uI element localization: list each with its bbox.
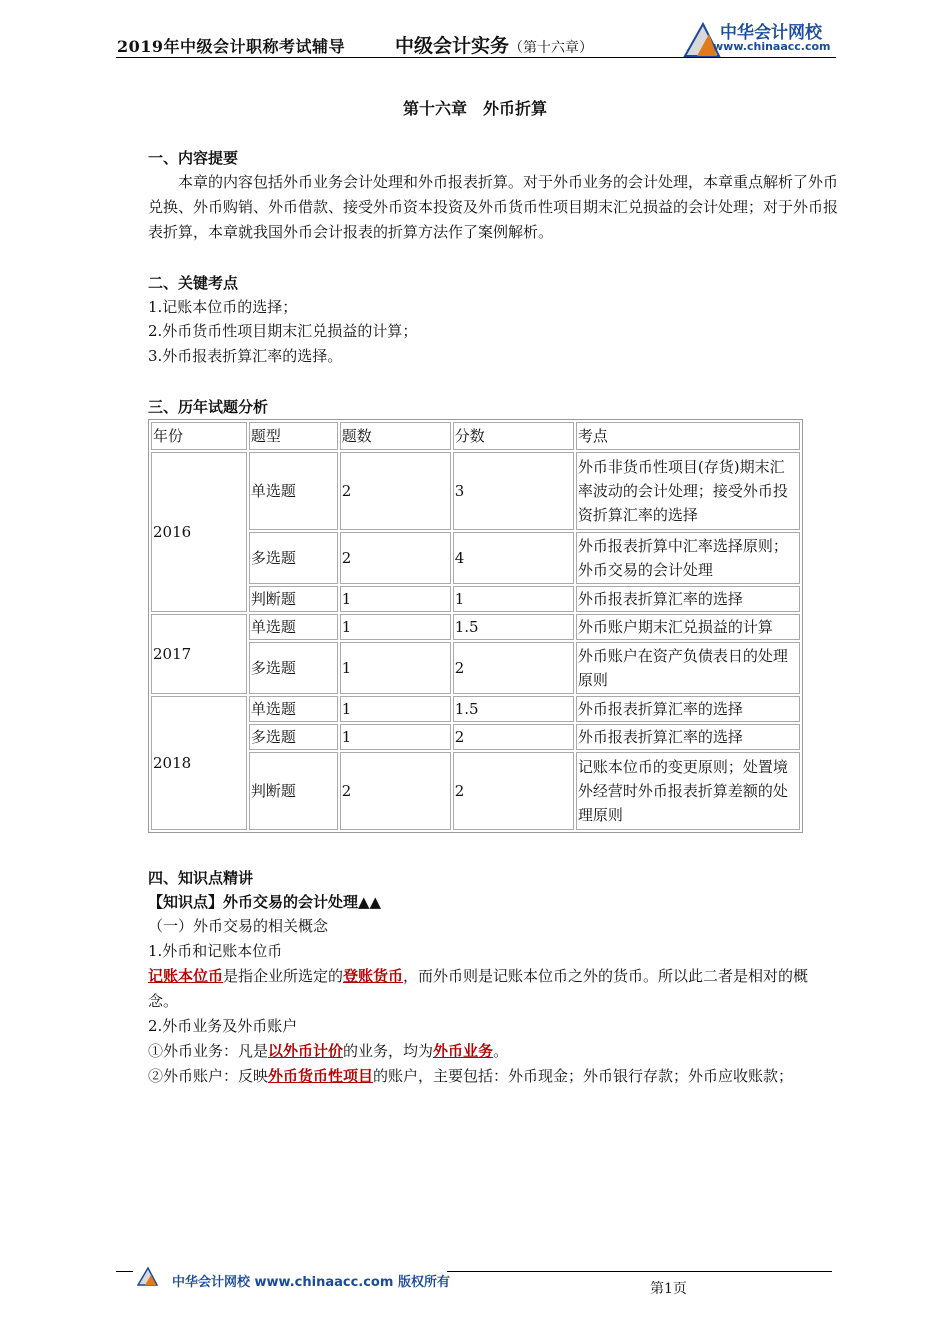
score-cell: 1.5	[453, 696, 574, 722]
col-header-point: 考点	[576, 422, 800, 450]
table-row	[151, 724, 800, 750]
knowledge-title: 【知识点】外币交易的会计处理▲▲	[148, 893, 382, 911]
type-cell: 单选题	[249, 696, 338, 722]
knowledge-para-3	[148, 1064, 838, 1089]
term-bookkeeping-currency: 登账货币	[343, 967, 404, 985]
header-divider	[116, 57, 836, 58]
count-cell: 1	[340, 642, 451, 694]
count-cell: 2	[340, 532, 451, 584]
key-point-3: 3.外币报表折算汇率的选择。	[148, 347, 343, 365]
col-header-score: 分数	[453, 422, 574, 450]
point-cell: 外币非货币性项目(存货)期末汇率波动的会计处理；接受外币投资折算汇率的选择	[576, 452, 800, 530]
year-cell: 2017	[151, 614, 247, 694]
logo-url[interactable]: www.chinaacc.com	[713, 40, 831, 53]
point-cell: 外币报表折算汇率的选择	[576, 724, 800, 750]
type-cell: 多选题	[249, 642, 338, 694]
knowledge-sub-1: （一）外币交易的相关概念	[148, 917, 329, 935]
col-header-type: 题型	[249, 422, 338, 450]
type-cell: 单选题	[249, 452, 338, 530]
count-cell: 2	[340, 452, 451, 530]
table-row	[151, 532, 800, 584]
table-row	[151, 696, 800, 722]
count-cell: 1	[340, 724, 451, 750]
knowledge-para-1	[148, 964, 838, 1014]
term-foreign-priced: 以外币计价	[268, 1042, 344, 1060]
section-3-heading: 三、历年试题分析	[148, 398, 269, 416]
para-2-text-a: ①外币业务：凡是	[148, 1042, 269, 1060]
type-cell: 多选题	[249, 532, 338, 584]
table-row	[151, 614, 800, 640]
header-course-label: 2019年中级会计职称考试辅导	[117, 37, 346, 56]
header-chapter: （第十六章）	[509, 40, 594, 56]
score-cell: 3	[453, 452, 574, 530]
count-cell: 1	[340, 614, 451, 640]
section-1-body: 本章的内容包括外币业务会计处理和外币报表折算。对于外币业务的会计处理，本章重点解析了外币兑换、外币购销、外币借款、接受外币资本投资及外币货币性项目期末汇兑损益的会计处理；对于外币报表折算，本章就我国外币会计报表的折算方法作了案例解析。	[148, 173, 839, 241]
footer-divider-left	[116, 1271, 133, 1272]
header-subject: 中级会计实务	[395, 35, 510, 57]
point-cell: 外币报表折算汇率的选择	[576, 586, 800, 612]
knowledge-item-2: 2.外币业务及外币账户	[148, 1017, 298, 1035]
table-row	[151, 586, 800, 612]
score-cell: 2	[453, 752, 574, 830]
logo-name: 中华会计网校	[720, 23, 822, 43]
exam-analysis-table	[148, 419, 803, 833]
score-cell: 1	[453, 586, 574, 612]
para-2-text-c: 。	[493, 1042, 509, 1060]
table-row	[151, 452, 800, 530]
type-cell: 单选题	[249, 614, 338, 640]
term-functional-currency: 记账本位币	[148, 967, 224, 985]
key-point-2: 2.外币货币性项目期末汇兑损益的计算；	[148, 322, 418, 340]
point-cell: 记账本位币的变更原则；处置境外经营时外币报表折算差额的处理原则	[576, 752, 800, 830]
para-3-text-b: 的账户，主要包括：外币现金；外币银行存款；外币应收账款；	[373, 1067, 794, 1085]
count-cell: 2	[340, 752, 451, 830]
count-cell: 1	[340, 696, 451, 722]
term-foreign-business: 外币业务	[433, 1042, 494, 1060]
section-4-heading: 四、知识点精讲	[148, 869, 254, 887]
chapter-title: 第十六章 外币折算	[402, 99, 547, 118]
para-3-text-a: ②外币账户：反映	[148, 1067, 269, 1085]
term-monetary-items: 外币货币性项目	[268, 1067, 374, 1085]
type-cell: 判断题	[249, 752, 338, 830]
table-header-row	[151, 422, 800, 450]
score-cell: 2	[453, 724, 574, 750]
col-header-year: 年份	[151, 422, 247, 450]
key-point-1: 1.记账本位币的选择；	[148, 298, 298, 316]
table-row	[151, 752, 800, 830]
footer-divider-right	[447, 1271, 832, 1272]
footer-logo-icon	[137, 1265, 167, 1287]
type-cell: 多选题	[249, 724, 338, 750]
count-cell: 1	[340, 586, 451, 612]
year-cell: 2018	[151, 696, 247, 830]
footer-copyright: 中华会计网校 www.chinaacc.com 版权所有	[172, 1275, 450, 1290]
knowledge-item-1: 1.外币和记账本位币	[148, 942, 283, 960]
section-1-heading: 一、内容提要	[148, 149, 239, 167]
score-cell: 4	[453, 532, 574, 584]
point-cell: 外币报表折算中汇率选择原则；外币交易的会计处理	[576, 532, 800, 584]
point-cell: 外币账户在资产负债表日的处理原则	[576, 642, 800, 694]
point-cell: 外币报表折算汇率的选择	[576, 696, 800, 722]
section-2-heading: 二、关键考点	[148, 274, 239, 292]
point-cell: 外币账户期末汇兑损益的计算	[576, 614, 800, 640]
header-title	[395, 31, 593, 58]
knowledge-para-2	[148, 1039, 838, 1064]
year-cell: 2016	[151, 452, 247, 612]
para-1-text-b: ，而外币则是记账本位币之外的货币。所以此二者是相对的概念。	[148, 967, 809, 1010]
score-cell: 2	[453, 642, 574, 694]
score-cell: 1.5	[453, 614, 574, 640]
col-header-count: 题数	[340, 422, 451, 450]
para-1-text-a: 是指企业所选定的	[223, 967, 344, 985]
para-2-text-b: 的业务，均为	[343, 1042, 434, 1060]
type-cell: 判断题	[249, 586, 338, 612]
table-row	[151, 642, 800, 694]
page-number: 第1页	[650, 1281, 687, 1297]
